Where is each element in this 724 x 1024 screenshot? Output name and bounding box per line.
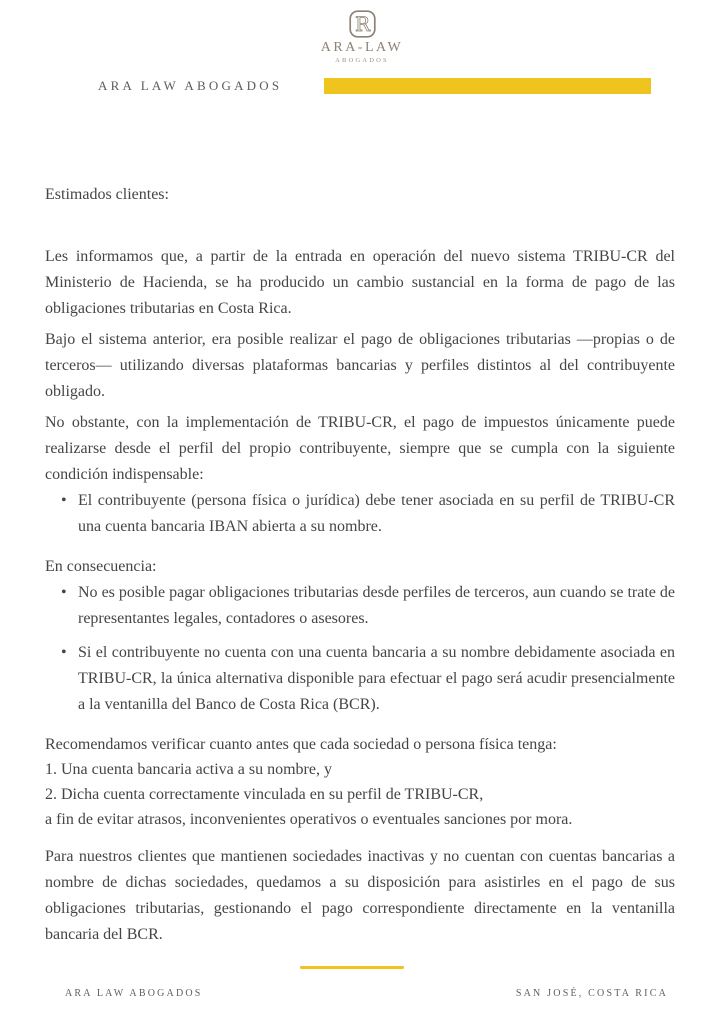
logo-subtitle: ABOGADOS xyxy=(335,57,389,64)
recommend-tail: a fin de evitar atrasos, inconvenientes operativos o eventuales sanciones por mora. xyxy=(45,811,573,828)
salutation: Estimados clientes: xyxy=(45,186,169,203)
list-item-no-third-party: • No es posible pagar obligaciones tributarias desde perfiles de terceros, aun cuando se trate de representantes legales, contadores o asesores. xyxy=(45,580,675,632)
list-item-bcr: • Si el contribuyente no cuenta con una cuenta bancaria a su nombre debidamente asociada en TRIBU-CR, la única alternativa disponible para efectuar el pago será acudir presencialmente a la ventanilla del Banco de Costa Rica (BCR). xyxy=(45,640,675,718)
firm-logo xyxy=(0,0,724,64)
list-item-iban: • El contribuyente (persona física o jurídica) debe tener asociada en su perfil de TRIBU-CR una cuenta bancaria IBAN abierta a su nombre. xyxy=(45,488,675,540)
recommend-intro: Recomendamos verificar cuanto antes que cada sociedad o persona física tenga: xyxy=(45,736,557,753)
condition-list xyxy=(45,488,675,540)
paragraph-tribu-intro: Les informamos que, a partir de la entrada en operación del nuevo sistema TRIBU-CR del Ministerio de Hacienda, se ha producido un cambio sustancial en la forma de pago de las obligaciones tributarias en Costa Rica. xyxy=(45,248,675,317)
consequence-heading: En consecuencia: xyxy=(45,558,157,575)
recommend-item-1: 1. Una cuenta bancaria activa a su nombre, y xyxy=(45,761,332,778)
paragraph-condition-intro: No obstante, con la implementación de TRIBU-CR, el pago de impuestos únicamente puede realizarse desde el perfil del propio contribuyente, siempre que se cumpla con la siguiente condición indispensable: xyxy=(45,414,675,483)
logo-name: ARA-LAW xyxy=(320,40,404,55)
recommend-item-2: 2. Dicha cuenta correctamente vinculada en su perfil de TRIBU-CR, xyxy=(45,786,484,803)
footer-accent-line xyxy=(300,966,404,969)
accent-bar xyxy=(324,78,651,94)
letter-body xyxy=(45,182,675,948)
paragraph-closing: Para nuestros clientes que mantienen sociedades inactivas y no cuentan con cuentas bancarias a nombre de dichas sociedades, quedamos a su disposición para asistirles en el pago de sus obligaciones tributarias, gestionando el pago correspondiente directamente en la ventanilla bancaria del BCR. xyxy=(45,848,675,943)
consequence-list xyxy=(45,580,675,718)
footer-location: SAN JOSÉ, COSTA RICA xyxy=(515,988,668,999)
footer-firm-name: ARA LAW ABOGADOS xyxy=(65,988,203,999)
paragraph-previous-system: Bajo el sistema anterior, era posible realizar el pago de obligaciones tributarias —propias o de terceros— utilizando diversas plataformas bancarias y perfiles distintos al del contribuyente obligado. xyxy=(45,331,675,400)
logo-monogram-icon xyxy=(349,10,376,38)
footer xyxy=(65,988,668,999)
svg-text:R: R xyxy=(354,12,370,36)
header-brand: ARA LAW ABOGADOS xyxy=(98,78,283,93)
header xyxy=(0,78,724,94)
recommendation-block xyxy=(45,732,675,832)
